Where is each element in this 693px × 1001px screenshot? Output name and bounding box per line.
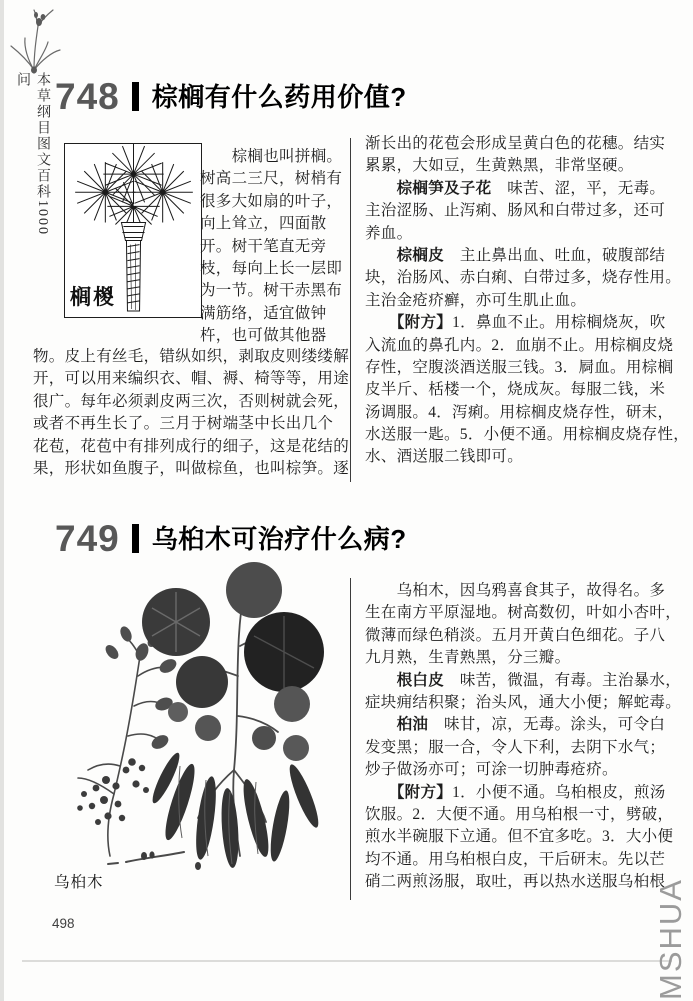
text-line: 九月熟，生青熟黑，分三瓣。 [365,649,571,667]
section-748-heading [55,78,407,115]
text-line: 渐长出的花苞会形成呈黄白色的花穗。结实 [365,135,666,152]
section-749-number: 749 [55,518,120,559]
text-line: 饮服。2．大便不通。用乌桕根一寸，劈破， [365,805,674,823]
section-748-text-narrow [200,146,355,348]
text-line: 炒子做汤亦可；可涂一切肿毒疮疥。 [365,761,618,779]
text-line: 开，可以用来编织衣、帽、褥、椅等等，用途 [33,370,350,388]
text-line: 煎水半碗服下立通。但不宜多吃。3．大小便 [365,828,674,846]
text-line: 很多大如扇的叶子， [200,192,343,210]
orchid-deco-illustration [8,6,64,76]
text-line: 为一节。树干赤黑布 [200,282,343,300]
text-line: 块，治肠风、赤白痢、白带过多，烧存性用。 [365,269,682,287]
text-line: 均不通。用乌桕根白皮，干后研末。先以芒 [365,850,666,868]
text-line: 乌桕木，因乌鸦喜食其子，故得名。多 [365,582,666,599]
text-line: 杵，也可做其他器 [200,327,327,345]
page-edge-shadow [0,0,4,1001]
text-line: 树高二三尺，树梢有 [200,170,343,188]
heading-bar-icon [132,524,139,553]
text-line: 或者不再生长了。三月于树端茎中长出几个 [33,415,334,433]
section-748-text-right [365,133,690,469]
text-line: 发变黑；服一合，令人下利，去阴下水气； [365,738,666,756]
text-line: 【附方】1．小便不通。乌桕根皮，煎汤 [365,783,666,801]
text-line: 棕榈皮 主止鼻出血、吐血，破腹部结 [365,246,666,264]
text-line: 很广。每年必须剥皮两三次，否则树就会死， [33,392,350,410]
text-line: 棕榈也叫拼榈。 [200,148,343,165]
column-divider-749 [350,578,351,900]
section-749-title: 乌桕木可治疗什么病? [151,523,407,554]
section-749-text-right [365,580,682,893]
text-line: 水、酒送服二钱即可。 [365,448,524,466]
text-line: 满筋络，适宜做钟 [200,304,327,322]
section-749-heading [55,520,407,557]
section-748-title: 棕榈有什么药用价值? [151,81,407,112]
sidebar-book-title: 本草纲目图文百科1000问 [15,72,50,236]
column-divider-748 [350,138,351,482]
text-line: 【附方】1．鼻血不止。用棕榈烧灰，吹 [365,314,666,332]
text-line: 存性，空腹淡酒送服三钱。3．屙血。用棕榈 [365,358,674,376]
text-line: 汤调服。4．泻痢。用棕榈皮烧存性，研末， [365,403,674,421]
section-748-text-wide [33,346,355,480]
text-line: 养血。 [365,224,413,242]
text-line: 入流血的鼻孔内。2．血崩不止。用棕榈皮烧 [365,336,674,354]
text-line: 主治涩肠、止泻痢、肠风和白带过多，还可 [365,202,666,220]
text-line: 果，形状如鱼腹子，叫做棕鱼，也叫棕笋。逐 [33,459,350,477]
text-line: 物。皮上有丝毛，错纵如织，剥取皮则缕缕解 [33,348,350,365]
text-line: 主治金疮疥癣，亦可生肌止血。 [365,291,587,309]
bottom-rule [22,960,672,962]
text-line: 生在南方平原湿地。树高数仞，叶如小杏叶， [365,604,682,622]
watermark-text: MSHUA [653,878,688,1000]
heading-bar-icon [132,82,139,111]
text-line: 硝二两煎汤服，取吐，再以热水送服乌桕根 [365,873,666,891]
text-line: 微薄而绿色稍淡。五月开黄白色细花。子八 [365,626,666,644]
section-748-number: 748 [55,76,120,117]
page-number: 498 [52,916,75,931]
palm-figure-frame [64,143,202,318]
text-line: 根白皮 味苦，微温，有毒。主治暴水， [365,671,682,689]
text-line: 棕榈笋及子花 味苦、涩，平，无毒。 [365,179,666,197]
text-line: 向上耸立，四面散 [200,215,327,233]
text-line: 花苞，花苞中有排列成行的细子，这是花结的 [33,437,350,455]
text-line: 症块痈结积聚；治头风，通大小便；解蛇毒。 [365,693,682,711]
text-line: 开。树干笔直无旁 [200,237,327,255]
text-line: 皮半斤、栝楼一个，烧成灰。每服二钱，米 [365,381,666,399]
tallow-figure-caption: 乌桕木 [54,874,104,891]
tallow-tree-illustration [48,556,340,888]
text-line: 桕油 味甘，凉，无毒。涂头，可令白 [365,716,666,734]
text-line: 累累，大如豆，生黄熟黑，非常坚硬。 [365,157,634,175]
palm-figure-caption: 榈椶 [70,285,116,309]
text-line: 水送服一匙。5．小便不通。用棕榈皮烧存性， [365,426,690,444]
text-line: 枝，每向上长一层即 [200,259,343,277]
